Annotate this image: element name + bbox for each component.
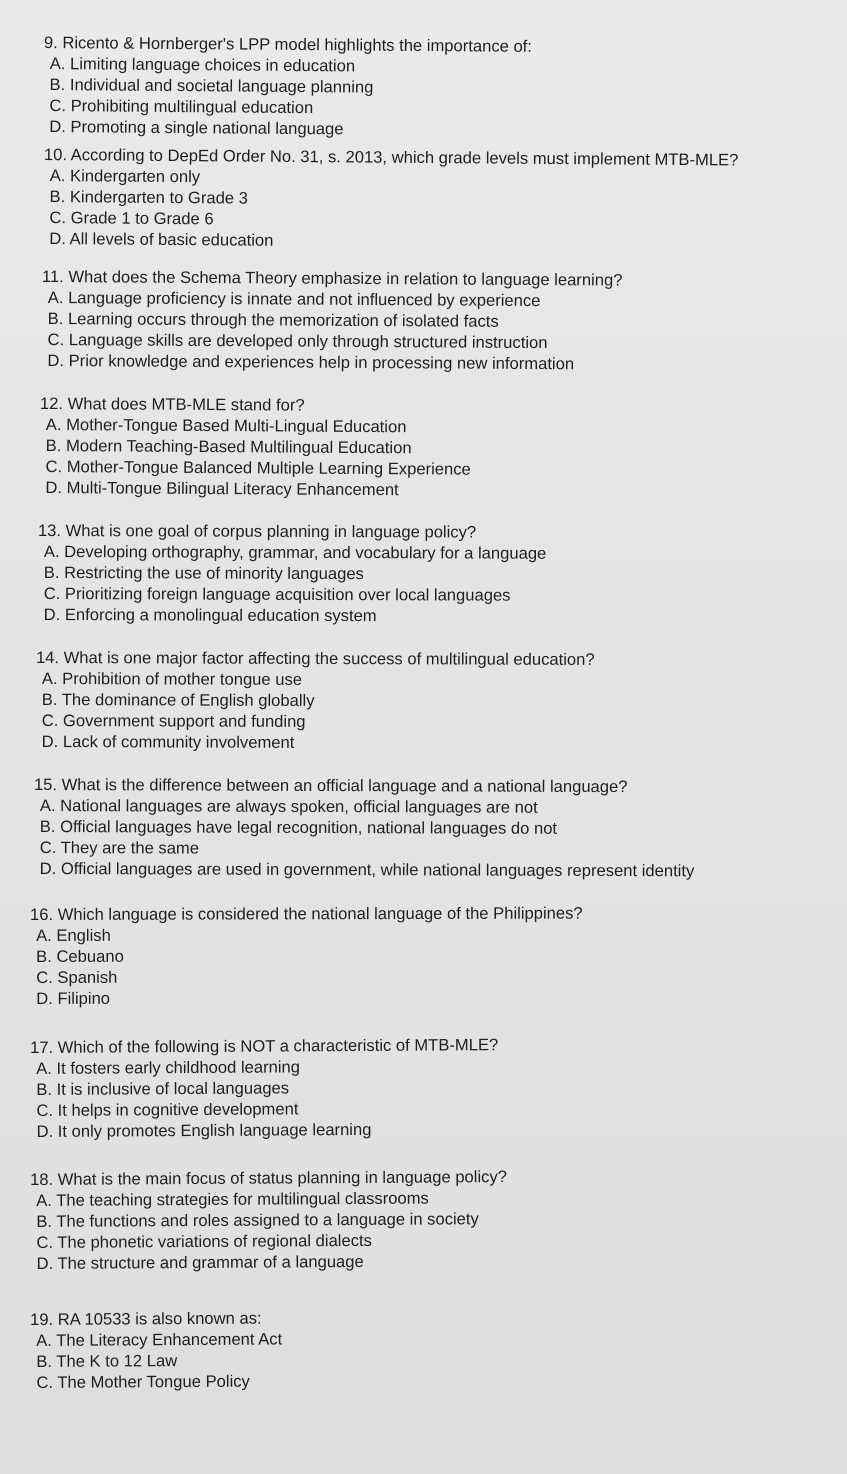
option-d: D. It only promotes English language learning [36, 1119, 372, 1141]
option-b: B. The functions and roles assigned to a language in society [36, 1209, 479, 1231]
question-15 [34, 775, 824, 882]
answer-options [36, 668, 826, 755]
option-c: C. Government support and funding [41, 711, 306, 731]
answer-options [39, 414, 829, 503]
option-c: C. Prohibiting multilingual education [49, 96, 314, 118]
option-c: C. It helps in cognitive development [36, 1099, 299, 1120]
option-b: B. It is inclusive of local languages [36, 1078, 290, 1099]
option-a: A. National languages are always spoken, official languages are not [39, 796, 538, 817]
question-stem: 13. What is one goal of corpus planning in language policy? [37, 521, 477, 542]
question-stem: 12. What does MTB-MLE stand for? [39, 394, 305, 415]
question-16 [30, 903, 820, 1009]
answer-options [30, 1053, 820, 1142]
option-b: B. Official languages have legal recognition, national languages do not [39, 817, 558, 838]
option-c: C. Spanish [36, 967, 118, 987]
option-b: B. Cebuano [36, 946, 124, 966]
option-d: D. Promoting a single national language [49, 117, 344, 139]
question-stem: 17. Which of the following is NOT a characteristic of MTB-MLE? [30, 1035, 499, 1057]
option-d: D. Filipino [36, 988, 111, 1008]
option-a: A. It fosters early childhood learning [36, 1057, 301, 1078]
option-b: B. Learning occurs through the memorization of isolated facts [47, 309, 499, 331]
option-a: A. Prohibition of mother tongue use [41, 669, 303, 689]
option-b: B. Restricting the use of minority languages [43, 563, 364, 584]
question-19 [30, 1305, 820, 1393]
question-stem: 18. What is the main focus of status planning in language policy? [30, 1167, 508, 1189]
option-d: D. Prior knowledge and experiences help in processing new information [47, 351, 575, 374]
option-a: A. Limiting language choices in education [49, 54, 356, 76]
answer-options [43, 165, 834, 255]
option-b: B. Kindergarten to Grade 3 [49, 187, 248, 208]
option-c: C. The phonetic variations of regional dialects [36, 1230, 372, 1252]
question-stem: 10. According to DepEd Order No. 31, s. 2013, which grade levels must implement MTB-MLE? [43, 145, 739, 170]
option-b: B. The dominance of English globally [41, 690, 315, 710]
option-b: B. The K to 12 Law [36, 1351, 178, 1371]
option-d: D. All levels of basic education [49, 229, 274, 250]
option-a: A. Mother-Tongue Based Multi-Lingual Education [45, 415, 407, 437]
option-a: A. Kindergarten only [49, 166, 201, 187]
option-d: D. The structure and grammar of a language [36, 1251, 364, 1273]
question-stem: 11. What does the Schema Theory emphasize in relation to language learning? [41, 267, 623, 290]
option-b: B. Individual and societal language planning [49, 75, 374, 97]
option-c: C. Mother-Tongue Balanced Multiple Learning Experience [45, 457, 471, 479]
option-a: A. The Literacy Enhancement Act [36, 1329, 283, 1350]
question-stem: 19. RA 10533 is also known as: [30, 1308, 262, 1329]
question-11 [41, 267, 832, 376]
question-stem: 14. What is one major factor affecting the success of multilingual education? [35, 648, 595, 669]
question-14 [36, 648, 826, 755]
option-d: D. Multi-Tongue Bilingual Literacy Enhancement [45, 478, 399, 500]
question-17 [30, 1033, 821, 1142]
option-d: D. Lack of community involvement [41, 732, 295, 752]
option-c: C. Prioritizing foreign language acquisition over local languages [43, 584, 511, 605]
option-c: C. Grade 1 to Grade 6 [49, 208, 214, 229]
question-stem: 15. What is the difference between an official language and a national language? [33, 775, 628, 797]
option-d: D. Enforcing a monolingual education system [43, 605, 377, 626]
question-9 [43, 33, 834, 143]
question-10 [43, 145, 834, 255]
question-stem: 9. Ricento & Hornberger's LPP model highlights the importance of: [43, 33, 533, 56]
option-a: A. Language proficiency is innate and not influenced by experience [47, 288, 541, 311]
option-c: C. They are the same [39, 838, 200, 858]
answer-options [34, 795, 824, 882]
option-c: C. Language skills are developed only through structured instruction [47, 330, 548, 353]
option-c: C. The Mother Tongue Policy [36, 1371, 250, 1392]
question-12 [39, 394, 830, 503]
answer-options [43, 53, 834, 143]
option-a: A. Developing orthography, grammar, and vocabulary for a language [43, 542, 547, 563]
answer-options [41, 287, 831, 376]
answer-options [30, 1325, 820, 1393]
option-a: A. English [36, 925, 111, 945]
question-13 [38, 521, 828, 628]
question-18 [30, 1165, 821, 1274]
option-a: A. The teaching strategies for multilingual classrooms [36, 1188, 429, 1210]
answer-options [30, 923, 820, 1009]
answer-options [30, 1185, 820, 1274]
option-b: B. Modern Teaching-Based Multilingual Education [45, 436, 412, 458]
question-stem: 16. Which language is considered the national language of the Philippines? [30, 903, 583, 924]
option-d: D. Official languages are used in government, while national languages represent identity [39, 859, 695, 881]
answer-options [38, 541, 828, 628]
